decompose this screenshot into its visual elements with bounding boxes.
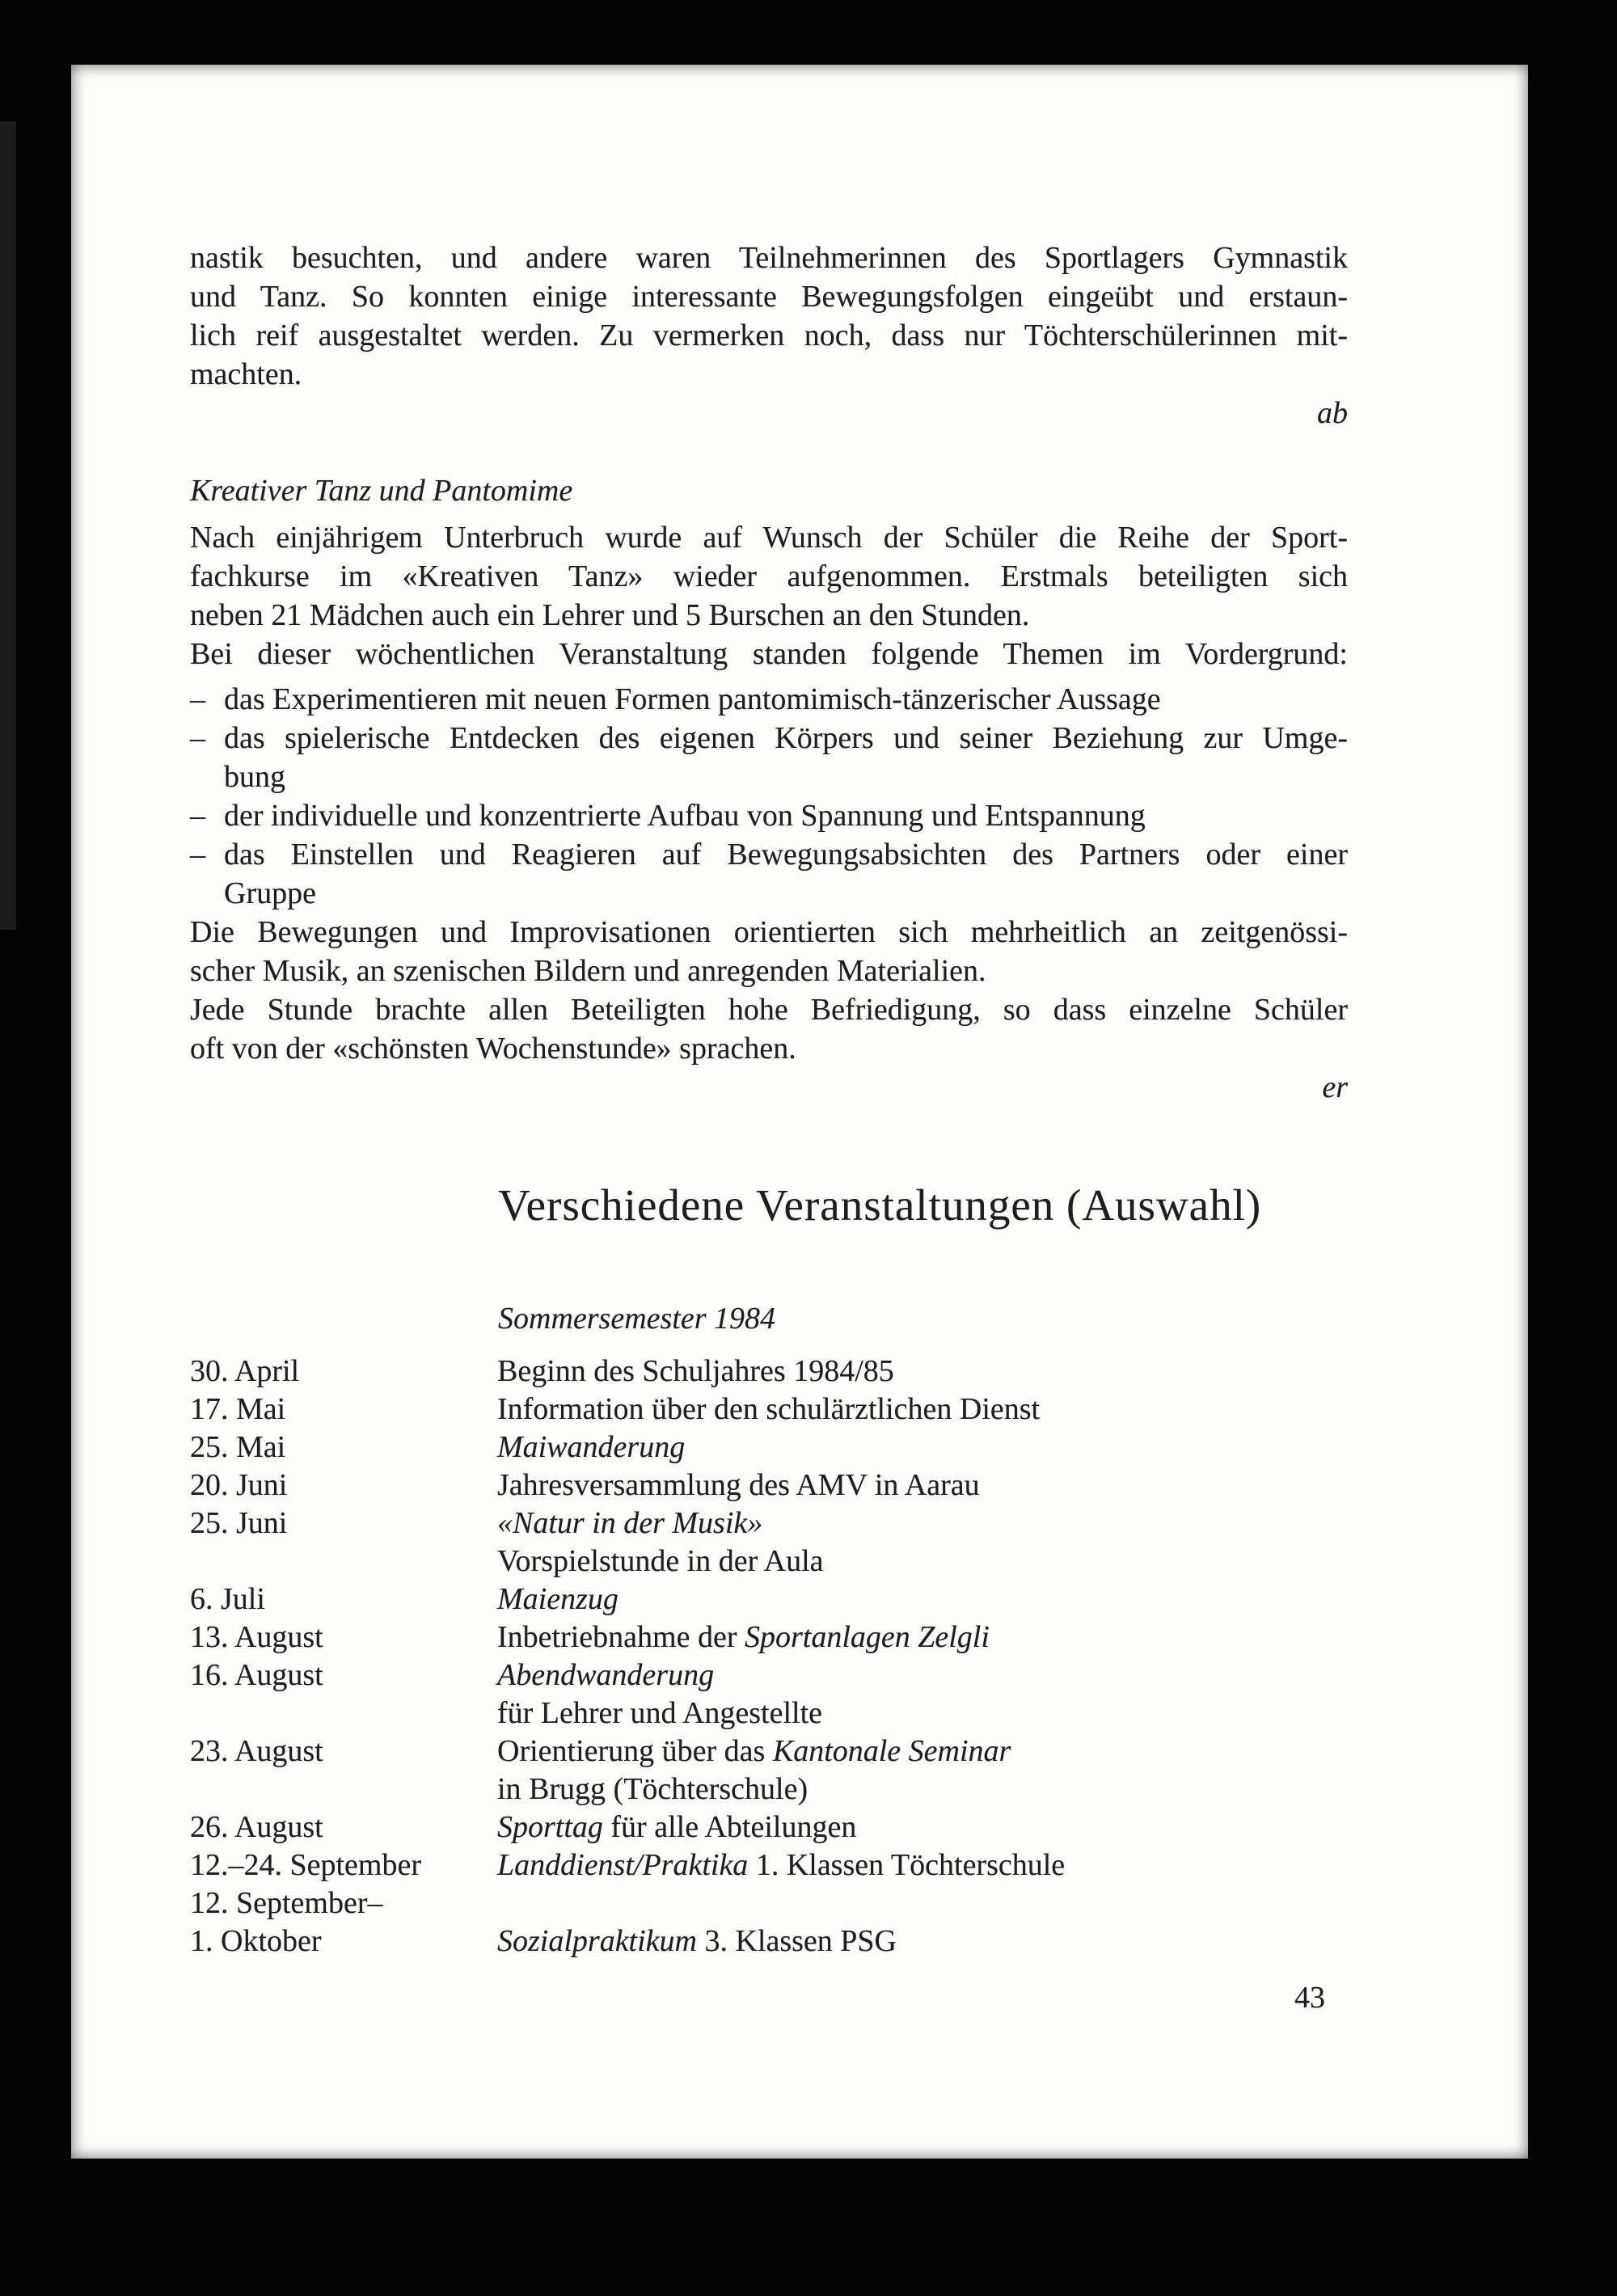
event-description — [497, 1884, 1348, 1922]
event-text: Orientierung über das — [497, 1734, 773, 1768]
event-text: Jahresversammlung des AMV in Aarau — [497, 1468, 980, 1502]
event-date — [190, 1771, 497, 1809]
event-text-italic: Kantonale Seminar — [772, 1734, 1011, 1768]
event-date: 12.–24. September — [190, 1848, 422, 1882]
event-row — [190, 1771, 1348, 1809]
page-number: 43 — [1294, 1981, 1325, 2015]
event-row — [190, 1391, 1348, 1429]
event-row — [190, 1505, 1348, 1543]
bullet-dash: – — [190, 838, 205, 872]
continuation-line: lich reif ausgestaltet werden. Zu vermerken noch, dass nur Töchterschülerinnen mit- — [190, 319, 1348, 352]
bullet-list — [190, 680, 1348, 913]
event-text: Information über den schulärztlichen Dienst — [497, 1392, 1041, 1426]
bullet-line: der individuelle und konzentrierte Aufbau von Spannung und Entspannung — [224, 799, 1146, 833]
closing-line: Die Bewegungen und Improvisationen orientierten sich mehrheitlich an zeitgenössi- — [190, 915, 1348, 949]
event-description — [497, 1505, 1348, 1543]
event-row — [190, 1809, 1348, 1847]
event-text: Beginn des Schuljahres 1984/85 — [497, 1354, 894, 1388]
signature-er: er — [1322, 1070, 1348, 1104]
event-row — [190, 1581, 1348, 1619]
event-description — [497, 1847, 1348, 1884]
event-description — [497, 1695, 1348, 1733]
closing-line: oft von der «schönsten Wochenstunde» sprachen. — [190, 1032, 796, 1066]
event-description — [497, 1619, 1348, 1657]
themes-intro-line: Bei dieser wöchentlichen Veranstaltung standen folgende Themen im Vordergrund: — [190, 637, 1348, 671]
book-page — [71, 65, 1528, 2159]
continuation-line: und Tanz. So konnten einige interessante Bewegungsfolgen eingeübt und erstaun- — [190, 280, 1348, 314]
event-schedule — [190, 1353, 1348, 1960]
closing-line: Jede Stunde brachte allen Beteiligten hohe Befriedigung, so dass einzelne Schüler — [190, 993, 1348, 1027]
event-text: Inbetriebnahme der — [497, 1620, 745, 1654]
bullet-line: bung — [224, 760, 285, 794]
continuation-paragraph — [190, 238, 1348, 394]
event-text: für alle Abteilungen — [602, 1810, 857, 1844]
closing-paragraphs — [190, 913, 1348, 1068]
intro-line: Nach einjährigem Unterbruch wurde auf Wunsch der Schüler die Reihe der Sport- — [190, 521, 1348, 555]
event-description — [497, 1922, 1348, 1960]
event-text-italic: Maiwanderung — [497, 1430, 686, 1464]
event-description — [497, 1429, 1348, 1467]
event-text: für Lehrer und Angestellte — [497, 1696, 823, 1730]
closing-line: scher Musik, an szenischen Bildern und anregenden Materialien. — [190, 954, 986, 988]
event-date: 25. Juni — [190, 1506, 288, 1540]
event-text-italic: «Natur in der Musik» — [497, 1506, 763, 1540]
event-date — [190, 1695, 497, 1733]
event-date: 20. Juni — [190, 1468, 288, 1502]
event-row — [190, 1619, 1348, 1657]
event-description — [497, 1543, 1348, 1581]
continuation-line: nastik besuchten, und andere waren Teilnehmerinnen des Sportlagers Gymnastik — [190, 241, 1348, 275]
bullet-item — [190, 719, 1348, 796]
bullet-line: Gruppe — [224, 876, 316, 910]
bullet-item — [190, 835, 1348, 913]
event-text-italic: Maienzug — [497, 1582, 619, 1616]
event-date: 30. April — [190, 1354, 300, 1388]
bullet-line: das spielerische Entdecken des eigenen Körpers und seiner Beziehung zur Umge- — [224, 721, 1348, 755]
event-row — [190, 1543, 1348, 1581]
event-description — [497, 1771, 1348, 1809]
event-row — [190, 1353, 1348, 1391]
event-row — [190, 1884, 1348, 1922]
event-row — [190, 1657, 1348, 1695]
bullet-dash: – — [190, 721, 205, 755]
event-text: in Brugg (Töchterschule) — [497, 1772, 808, 1806]
event-row — [190, 1695, 1348, 1733]
intro-line: fachkurse im «Kreativen Tanz» wieder aufgenommen. Erstmals beteiligten sich — [190, 559, 1348, 593]
event-row — [190, 1467, 1348, 1505]
event-row — [190, 1847, 1348, 1884]
event-description — [497, 1809, 1348, 1847]
event-date: 13. August — [190, 1620, 323, 1654]
event-date: 1. Oktober — [190, 1924, 322, 1958]
event-date: 16. August — [190, 1658, 323, 1692]
event-row — [190, 1429, 1348, 1467]
event-date: 6. Juli — [190, 1582, 265, 1616]
event-description — [497, 1733, 1348, 1771]
event-text-italic: Landdienst/Praktika — [497, 1848, 749, 1882]
event-text-italic: Abendwanderung — [497, 1658, 715, 1692]
event-date: 26. August — [190, 1810, 323, 1844]
event-text: 1. Klassen Töchterschule — [748, 1848, 1066, 1882]
bullet-item — [190, 680, 1348, 719]
event-text: 3. Klassen PSG — [696, 1924, 897, 1958]
bullet-dash: – — [190, 799, 205, 833]
event-date — [190, 1543, 497, 1581]
intro-line: neben 21 Mädchen auch ein Lehrer und 5 Burschen an den Stunden. — [190, 598, 1030, 632]
signature-ab: ab — [1317, 396, 1348, 430]
event-text: Vorspielstunde in der Aula — [497, 1544, 824, 1578]
scan-edge-artifact — [0, 121, 16, 930]
event-description — [497, 1353, 1348, 1391]
event-date: 17. Mai — [190, 1392, 286, 1426]
event-row — [190, 1922, 1348, 1960]
event-text-italic: Sportanlagen Zelgli — [744, 1620, 990, 1654]
event-date: 23. August — [190, 1734, 323, 1768]
event-date: 25. Mai — [190, 1430, 286, 1464]
events-title: Verschiedene Veranstaltungen (Auswahl) — [498, 1180, 1262, 1230]
bullet-item — [190, 796, 1348, 835]
section-heading: Kreativer Tanz und Pantomime — [190, 474, 573, 508]
closing-paragraph — [190, 990, 1348, 1068]
bullet-dash: – — [190, 682, 205, 716]
event-text-italic: Sporttag — [497, 1810, 603, 1844]
event-text-italic: Sozialpraktikum — [497, 1924, 697, 1958]
continuation-line: machten. — [190, 357, 302, 391]
closing-paragraph — [190, 913, 1348, 990]
event-row — [190, 1733, 1348, 1771]
event-description — [497, 1467, 1348, 1505]
semester-subtitle: Sommersemester 1984 — [498, 1302, 776, 1336]
bullet-line: das Experimentieren mit neuen Formen pantomimisch-tänzerischer Aussage — [224, 682, 1161, 716]
section-intro-paragraph — [190, 518, 1348, 635]
page-content — [190, 238, 1348, 2017]
event-description — [497, 1391, 1348, 1429]
event-description — [497, 1581, 1348, 1619]
bullet-line: das Einstellen und Reagieren auf Bewegungsabsichten des Partners oder einer — [224, 838, 1348, 872]
event-description — [497, 1657, 1348, 1695]
event-date: 12. September– — [190, 1886, 383, 1920]
